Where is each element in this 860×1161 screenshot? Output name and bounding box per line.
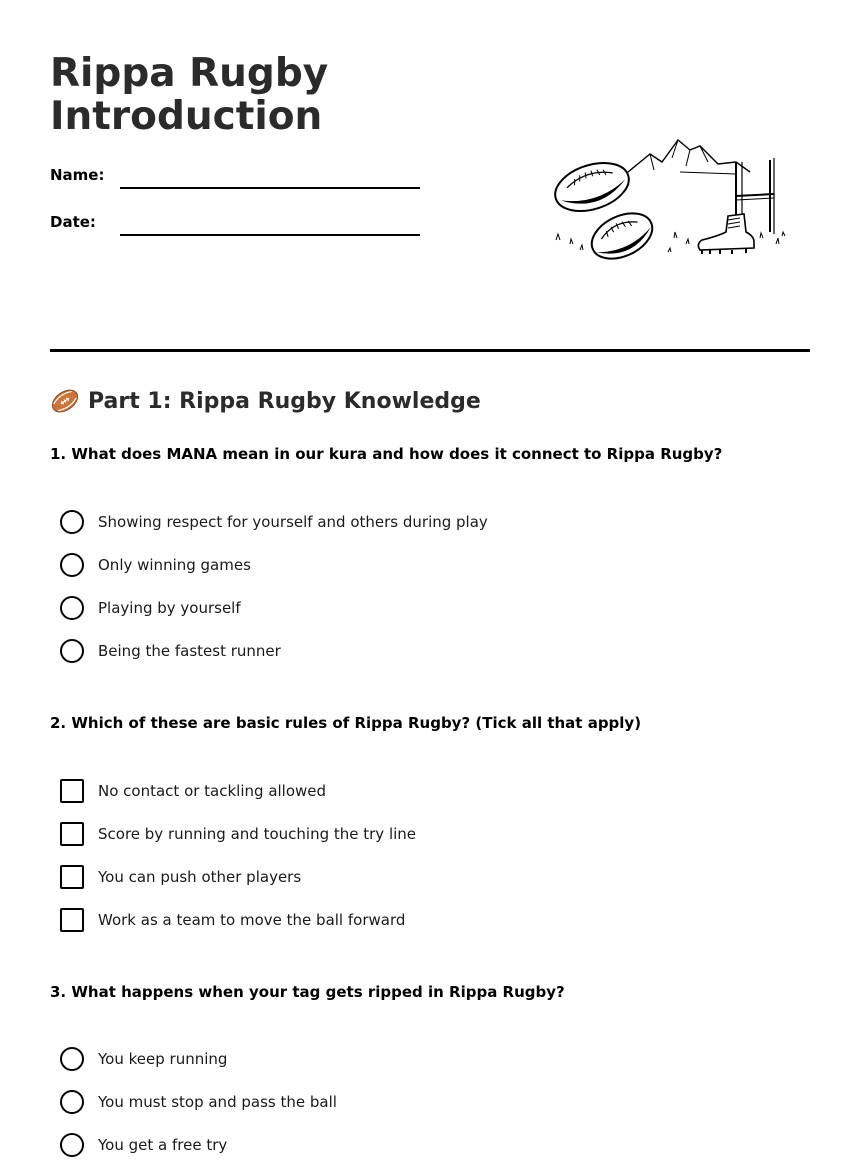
q2-option-3[interactable] bbox=[60, 864, 301, 890]
q3-option-1[interactable] bbox=[60, 1046, 227, 1072]
checkbox[interactable] bbox=[60, 908, 84, 932]
q2-option-2[interactable] bbox=[60, 821, 416, 847]
name-field[interactable] bbox=[120, 187, 420, 189]
q3-option-2[interactable] bbox=[60, 1089, 337, 1115]
section-title bbox=[50, 388, 481, 414]
rugby-illustration-icon bbox=[550, 132, 790, 272]
rugby-ball-icon bbox=[50, 388, 80, 414]
option-label: You must stop and pass the ball bbox=[98, 1093, 337, 1111]
radio-button[interactable] bbox=[60, 1090, 84, 1114]
name-label: Name: bbox=[50, 166, 105, 184]
radio-button[interactable] bbox=[60, 596, 84, 620]
q3-option-3[interactable] bbox=[60, 1132, 227, 1158]
checkbox[interactable] bbox=[60, 822, 84, 846]
date-label: Date: bbox=[50, 213, 96, 231]
question-3: 3. What happens when your tag gets ripped in Rippa Rugby? bbox=[50, 983, 565, 1001]
option-label: You can push other players bbox=[98, 868, 302, 886]
option-label: You keep running bbox=[98, 1050, 228, 1068]
date-field[interactable] bbox=[120, 234, 420, 236]
title-line-2: Introduction bbox=[50, 94, 323, 139]
radio-button[interactable] bbox=[60, 510, 84, 534]
option-label: You get a free try bbox=[98, 1136, 228, 1154]
radio-button[interactable] bbox=[60, 1133, 84, 1157]
section-title-text: Part 1: Rippa Rugby Knowledge bbox=[88, 388, 481, 414]
checkbox[interactable] bbox=[60, 779, 84, 803]
q1-option-3[interactable] bbox=[60, 595, 241, 621]
page-title bbox=[50, 52, 410, 138]
divider bbox=[50, 349, 810, 352]
radio-button[interactable] bbox=[60, 553, 84, 577]
option-label: Only winning games bbox=[98, 556, 251, 574]
q1-option-1[interactable] bbox=[60, 509, 488, 535]
radio-button[interactable] bbox=[60, 1047, 84, 1071]
option-label: Playing by yourself bbox=[98, 599, 241, 617]
option-label: Being the fastest runner bbox=[98, 642, 281, 660]
option-label: No contact or tackling allowed bbox=[98, 782, 327, 800]
q1-option-2[interactable] bbox=[60, 552, 251, 578]
option-label: Showing respect for yourself and others during play bbox=[98, 513, 488, 531]
question-1: 1. What does MANA mean in our kura and how does it connect to Rippa Rugby? bbox=[50, 445, 723, 463]
title-line-1: Rippa Rugby bbox=[50, 51, 329, 96]
q2-option-4[interactable] bbox=[60, 907, 405, 933]
option-label: Score by running and touching the try line bbox=[98, 825, 417, 843]
checkbox[interactable] bbox=[60, 865, 84, 889]
q2-option-1[interactable] bbox=[60, 778, 326, 804]
radio-button[interactable] bbox=[60, 639, 84, 663]
q1-option-4[interactable] bbox=[60, 638, 281, 664]
question-2: 2. Which of these are basic rules of Rippa Rugby? (Tick all that apply) bbox=[50, 714, 642, 732]
option-label: Work as a team to move the ball forward bbox=[98, 911, 406, 929]
